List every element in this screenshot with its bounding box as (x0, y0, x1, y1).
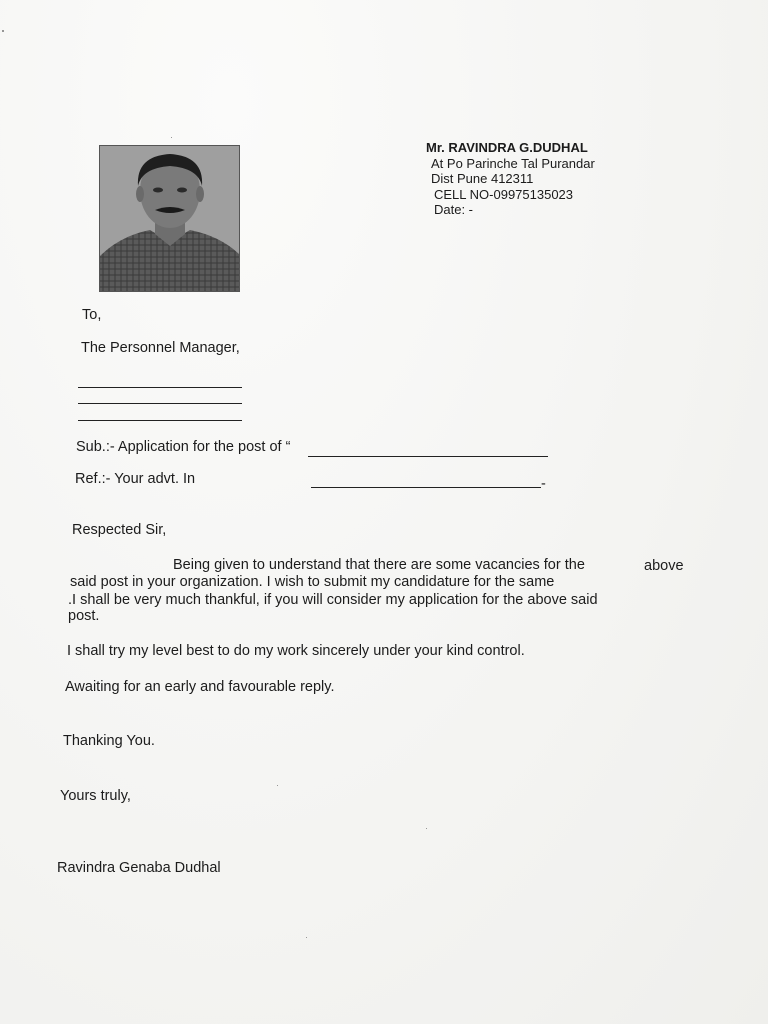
recipient-to: To, (82, 307, 102, 323)
body-p3: Awaiting for an early and favourable reply. (65, 679, 335, 695)
body-p1-line2: said post in your organization. I wish to submit my candidature for the same (70, 574, 555, 590)
sender-name: Mr. RAVINDRA G.DUDHAL (426, 140, 588, 155)
subject-line: Sub.:- Application for the post of “ (76, 439, 291, 455)
sender-address-line1: At Po Parinche Tal Purandar (431, 155, 595, 171)
sender-cell: CELL NO-09975135023 (434, 186, 574, 202)
closing-yours: Yours truly, (60, 788, 131, 804)
letter-date: Date: - (434, 202, 474, 217)
body-p1-line3: .I shall be very much thankful, if you will consider my application for the above said (68, 592, 598, 608)
scan-speck (277, 785, 278, 786)
sender-address-block (426, 140, 595, 218)
scan-speck (426, 828, 427, 829)
body-p2: I shall try my level best to do my work sincerely under your kind control. (67, 643, 525, 659)
signature-name: Ravindra Genaba Dudhal (57, 860, 221, 876)
sender-address-line2: Dist Pune 412311 (431, 171, 534, 186)
applicant-photo (99, 145, 240, 292)
body-p1-line1-end: above (644, 558, 684, 574)
body-p1-line4: post. (68, 608, 100, 624)
recipient-title: The Personnel Manager, (81, 340, 240, 356)
reference-dash: - (541, 476, 546, 492)
applicant-photo-image (100, 146, 239, 291)
address-blank-line-2 (78, 403, 242, 404)
body-p1-line1: Being given to understand that there are some vacancies for the (173, 557, 585, 573)
reference-blank-line (311, 487, 541, 488)
scan-speck (306, 937, 307, 938)
reference-line: Ref.:- Your advt. In (75, 471, 196, 487)
salutation: Respected Sir, (72, 522, 167, 538)
subject-blank-line (308, 456, 548, 457)
address-blank-line-1 (78, 387, 242, 388)
closing-thanks: Thanking You. (63, 733, 155, 749)
scan-speck (2, 30, 4, 32)
address-blank-line-3 (78, 420, 242, 421)
scan-speck (171, 137, 172, 138)
